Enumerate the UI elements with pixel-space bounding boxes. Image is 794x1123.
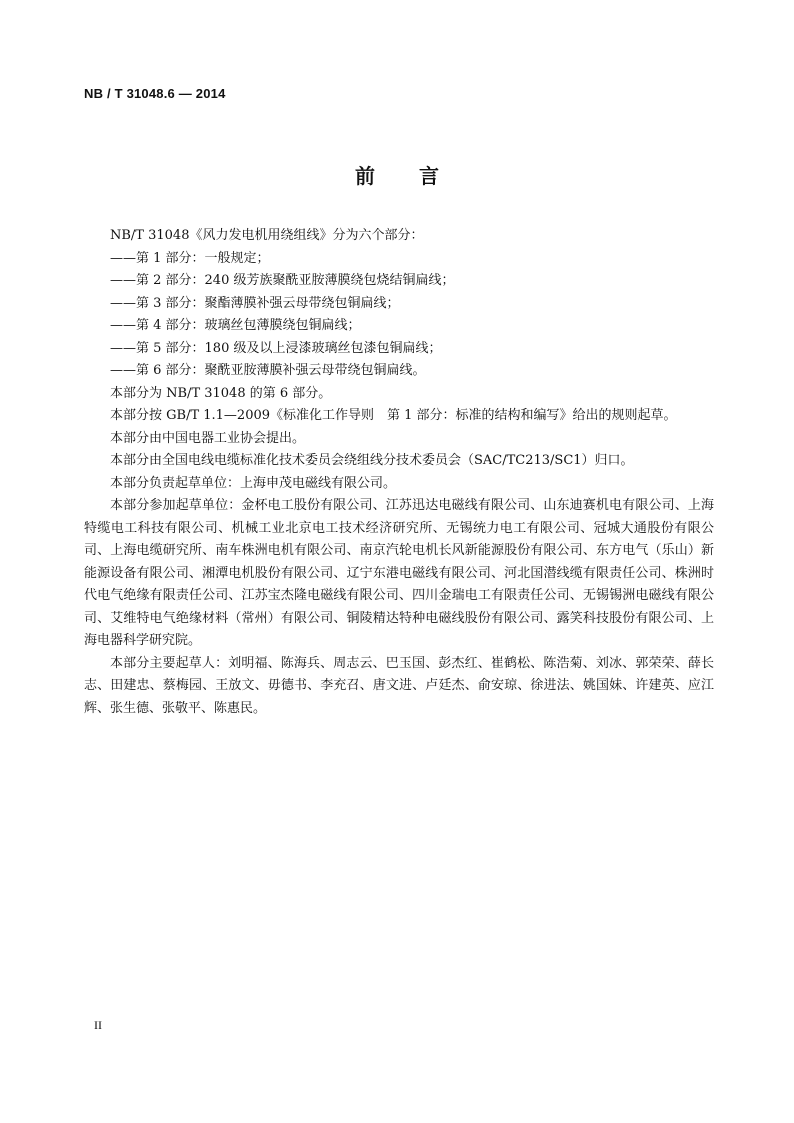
paragraph-drafting-rules: 本部分按 GB/T 1.1—2009《标准化工作导则 第 1 部分：标准的结构和编写》给出的规则起草。 [110, 408, 677, 423]
foreword-body [84, 225, 714, 720]
paragraph-part-statement: 本部分为 NB/T 31048 的第 6 部分。 [110, 385, 332, 401]
list-item-part-2: ——第 2 部分：240 级芳族聚酰亚胺薄膜绕包烧结铜扁线； [110, 273, 455, 288]
page-title: 前言 [355, 164, 483, 188]
paragraph-main-drafters: 本部分主要起草人：刘明福、陈海兵、周志云、巴玉国、彭杰红、崔鹤松、陈浩菊、刘冰、郭荣荣、薛长志、田建忠、蔡梅园、王放文、毋德书、李充召、唐文进、卢廷杰、俞安琼、徐进法、姚国妹、许建英、应江辉、张生德、张敬平、陈惠民。 [84, 655, 714, 716]
list-item-part-4: ——第 4 部分：玻璃丝包薄膜绕包铜扁线； [110, 318, 361, 333]
paragraph-intro: NB/T 31048《风力发电机用绕组线》分为六个部分： [110, 228, 424, 243]
paragraph-lead-drafter: 本部分负责起草单位：上海申茂电磁线有限公司。 [110, 475, 397, 491]
list-item-part-3: ——第 3 部分：聚酯薄膜补强云母带绕包铜扁线； [110, 295, 400, 311]
paragraph-participating-units: 本部分参加起草单位：金杯电工股份有限公司、江苏迅达电磁线有限公司、山东迪赛机电有限公司、上海特缆电工科技有限公司、机械工业北京电工技术经济研究所、无锡统力电工有限公司、冠城大通股份有限公司、上海电缆研究所、南车株洲电机有限公司、南京汽轮电机长风新能源股份有限公司、东方电气（乐山）新能源设备有限公司、湘潭电机股份有限公司、辽宁东港电磁线有限公司、河北国潜线缆有限责任公司、株洲时代电气绝缘有限责任公司、江苏宝杰隆电磁线有限公司、四川金瑞电工有限责任公司、无锡锡洲电磁线有限公司、艾维特电气绝缘材料（常州）有限公司、铜陵精达特种电磁线股份有限公司、露笑科技股份有限公司、上海电器科学研究院。 [84, 498, 714, 648]
page-number: II [94, 1018, 102, 1032]
list-item-part-5: ——第 5 部分：180 级及以上浸漆玻璃丝包漆包铜扁线； [110, 340, 442, 356]
list-item-part-6: ——第 6 部分：聚酰亚胺薄膜补强云母带绕包铜扁线。 [110, 363, 426, 378]
standard-code: NB / T 31048.6 — 2014 [84, 86, 226, 101]
paragraph-proposer: 本部分由中国电器工业协会提出。 [110, 430, 306, 446]
paragraph-committee: 本部分由全国电线电缆标准化技术委员会绕组线分技术委员会（SAC/TC213/SC1）归口。 [110, 453, 634, 468]
list-item-part-1: ——第 1 部分：一般规定； [110, 250, 270, 266]
